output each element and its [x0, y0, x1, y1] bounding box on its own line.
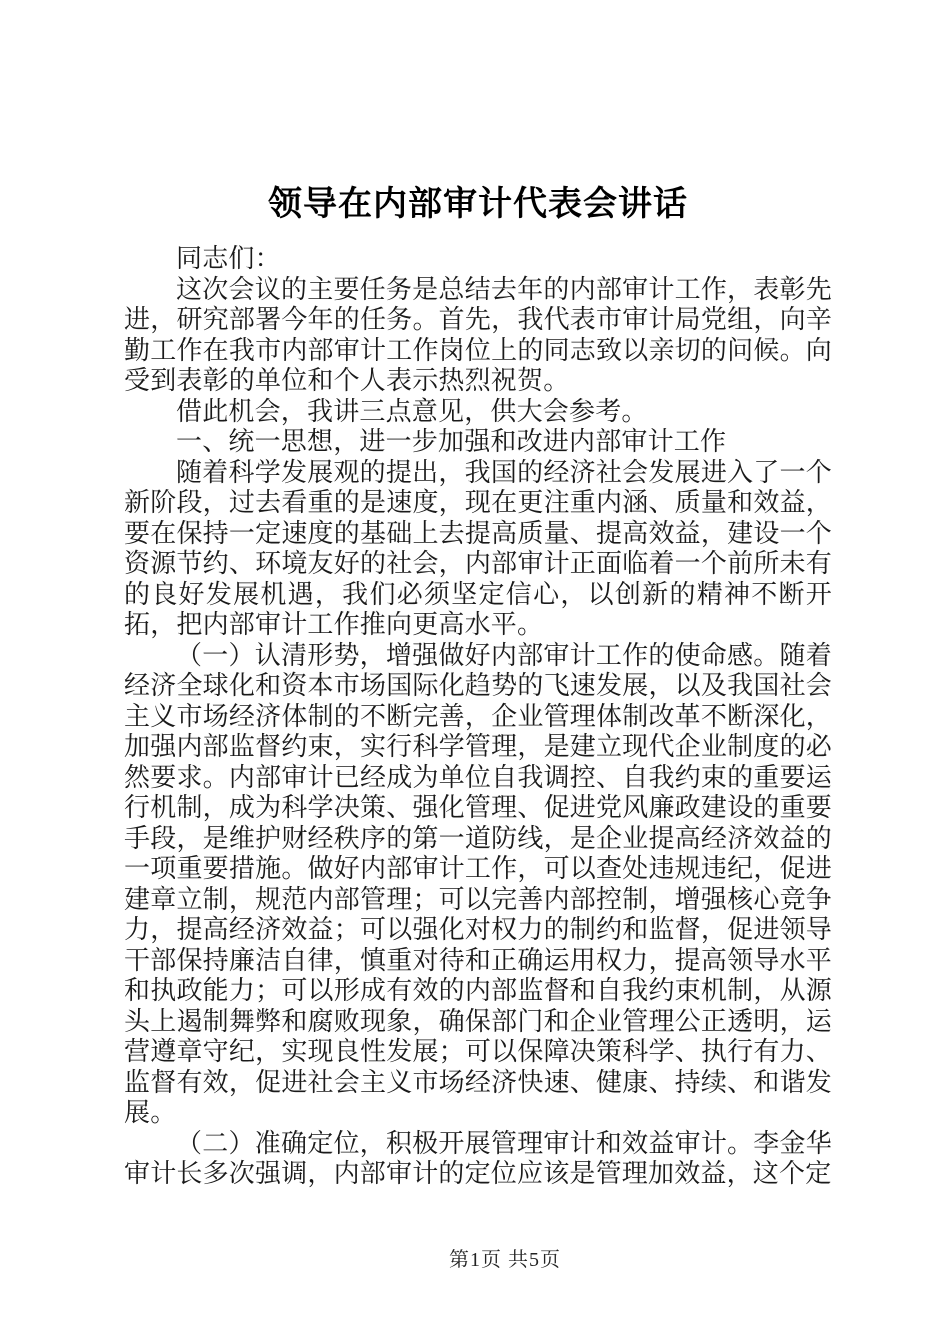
- paragraph: （二）准确定位，积极开展管理审计和效益审计。李金华审计长多次强调，内部审计的定位应该是管理加效益，这个定: [124, 1128, 832, 1188]
- page-number-indicator: 第1页 共5页: [449, 1249, 561, 1271]
- document-title: 领导在内部审计代表会讲话: [268, 186, 688, 223]
- paragraph: 这次会议的主要任务是总结去年的内部审计工作，表彰先进，研究部署今年的任务。首先，我代表市审计局党组，向辛勤工作在我市内部审计工作岗位上的同志致以亲切的问候。向受到表彰的单位和个人表示热烈祝贺。: [124, 274, 832, 395]
- paragraph: 一、统一思想，进一步加强和改进内部审计工作: [176, 427, 727, 456]
- paragraph: 借此机会，我讲三点意见，供大会参考。: [176, 396, 648, 426]
- document-body: [124, 244, 832, 1190]
- paragraph: （一）认清形势，增强做好内部审计工作的使命感。随着经济全球化和资本市场国际化趋势的飞速发展，以及我国社会主义市场经济体制的不断完善，企业管理体制改革不断深化，加强内部监督约束，实行科学管理，是建立现代企业制度的必然要求。内部审计已经成为单位自我调控、自我约束的重要运行机制，成为科学决策、强化管理、促进党风廉政建设的重要手段，是维护财经秩序的第一道防线，是企业提高经济效益的一项重要措施。做好内部审计工作，可以查处违规违纪，促进建章立制，规范内部管理；可以完善内部控制，增强核心竞争力，提高经济效益；可以强化对权力的制约和监督，促进领导干部保持廉洁自律，慎重对待和正确运用权力，提高领导水平和执政能力；可以形成有效的内部监督和自我约束机制，从源头上遏制舞弊和腐败现象，确保部门和企业管理公正透明，运营遵章守纪，实现良性发展；可以保障决策科学、执行有力、监督有效，促进社会主义市场经济快速、健康、持续、和谐发展。: [124, 640, 832, 1127]
- page-footer: [0, 1243, 950, 1272]
- paragraph: 随着科学发展观的提出，我国的经济社会发展进入了一个新阶段，过去看重的是速度，现在更注重内涵、质量和效益，要在保持一定速度的基础上去提高质量、提高效益，建设一个资源节约、环境友好的社会，内部审计正面临着一个前所未有的良好发展机遇，我们必须坚定信心，以创新的精神不断开拓，把内部审计工作推向更高水平。: [124, 457, 832, 639]
- paragraph: 同志们：: [176, 244, 281, 273]
